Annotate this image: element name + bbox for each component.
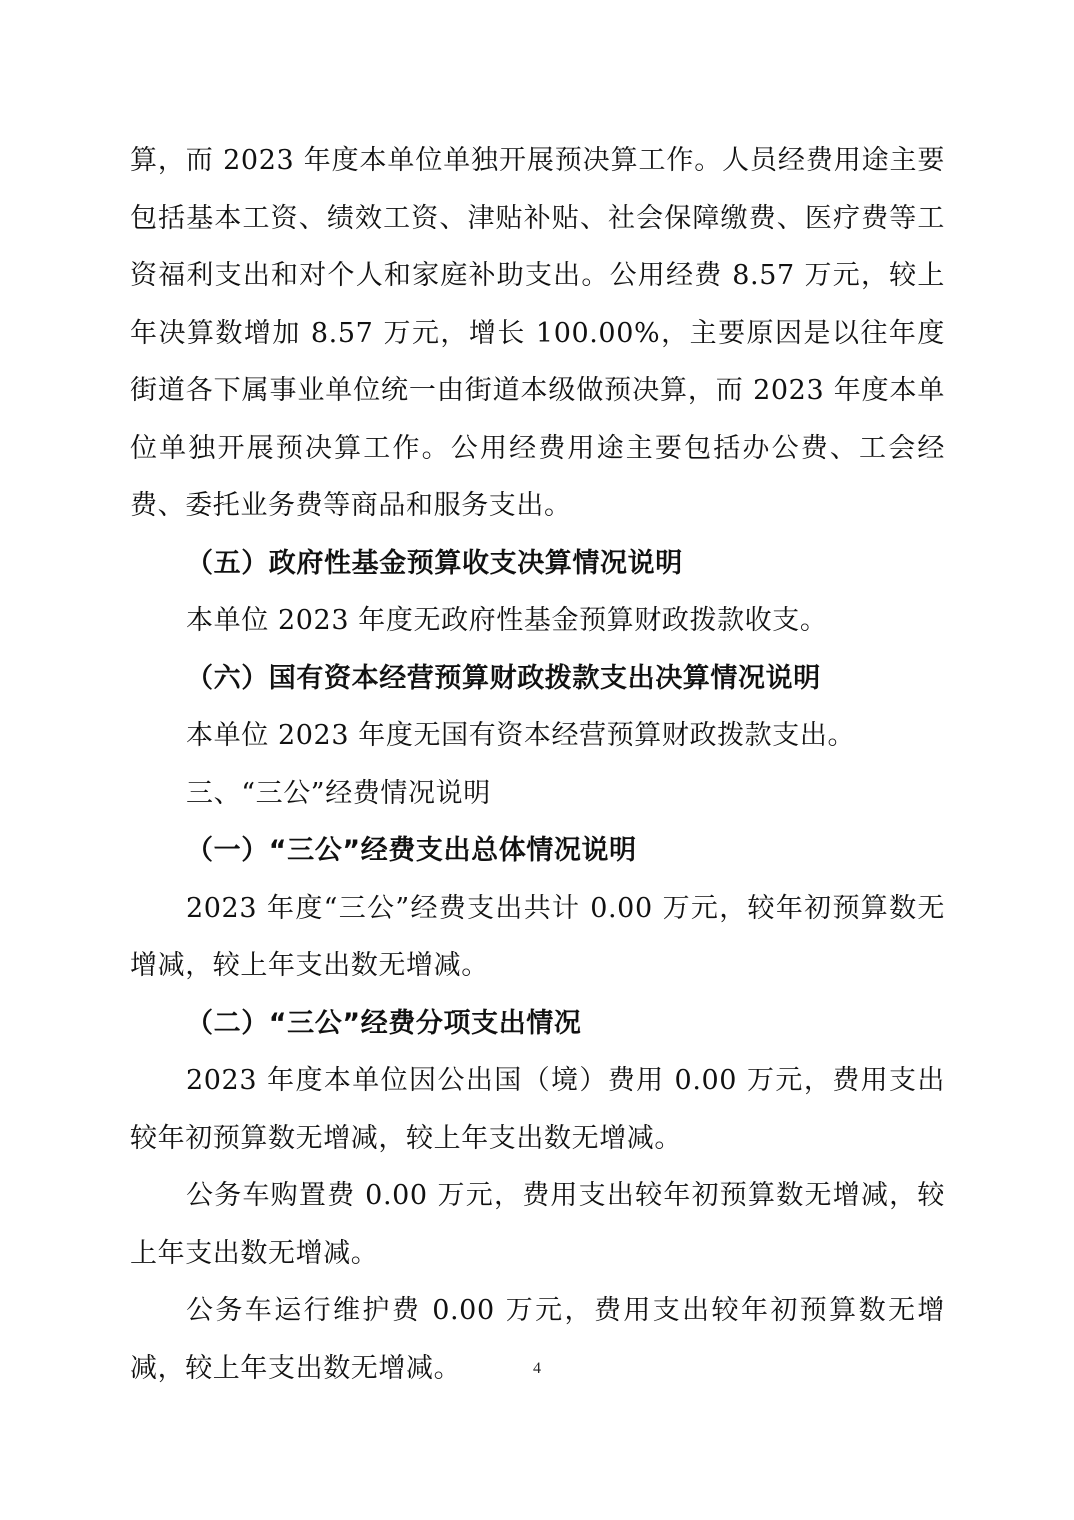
heading-three-public-overall: （一）“三公”经费支出总体情况说明 (186, 835, 637, 866)
section-heading-three-public: 三、“三公”经费情况说明 (186, 777, 491, 809)
paragraph-government-fund-budget: 本单位 2023 年度无政府性基金预算财政拨款收支。 (186, 605, 828, 636)
paragraph-vehicle-purchase: 公务车购置费 0.00 万元，费用支出较年初预算数无增减，较上年支出数无增减。 (130, 1180, 945, 1269)
paragraph-three-public-overall: 2023 年度“三公”经费支出共计 0.00 万元，较年初预算数无增减，较上年支出数无增减。 (130, 892, 945, 981)
heading-state-capital-budget: （六）国有资本经营预算财政拨款支出决算情况说明 (186, 662, 821, 694)
paragraph-personnel-public-expenses: 算，而 2023 年度本单位单独开展预决算工作。人员经费用途主要包括基本工资、绩效工资、津贴补贴、社会保障缴费、医疗费等工资福利支出和对个人和家庭补助支出。公用经费 8.57 万元，较上年决算数增加 8.57 万元，增长 100.00%，主要原因是以往年度街道各下属事业单位统一由街道本级做预决算，而 2023 年度本单位单独开展预决算工作。公用经费用途主要包括办公费、工会经费、委托业务费等商品和服务支出。 (130, 145, 945, 521)
document-body (130, 132, 945, 1397)
paragraph-overseas-travel: 2023 年度本单位因公出国（境）费用 0.00 万元，费用支出较年初预算数无增减，较上年支出数无增减。 (130, 1065, 945, 1154)
paragraph-vehicle-operation: 公务车运行维护费 0.00 万元，费用支出较年初预算数无增减，较上年支出数无增减。 (130, 1295, 945, 1384)
page-number: 4 (533, 1360, 541, 1377)
heading-three-public-items: （二）“三公”经费分项支出情况 (186, 1007, 582, 1039)
paragraph-state-capital-budget: 本单位 2023 年度无国有资本经营预算财政拨款支出。 (186, 720, 856, 751)
heading-government-fund-budget: （五）政府性基金预算收支决算情况说明 (186, 547, 683, 579)
